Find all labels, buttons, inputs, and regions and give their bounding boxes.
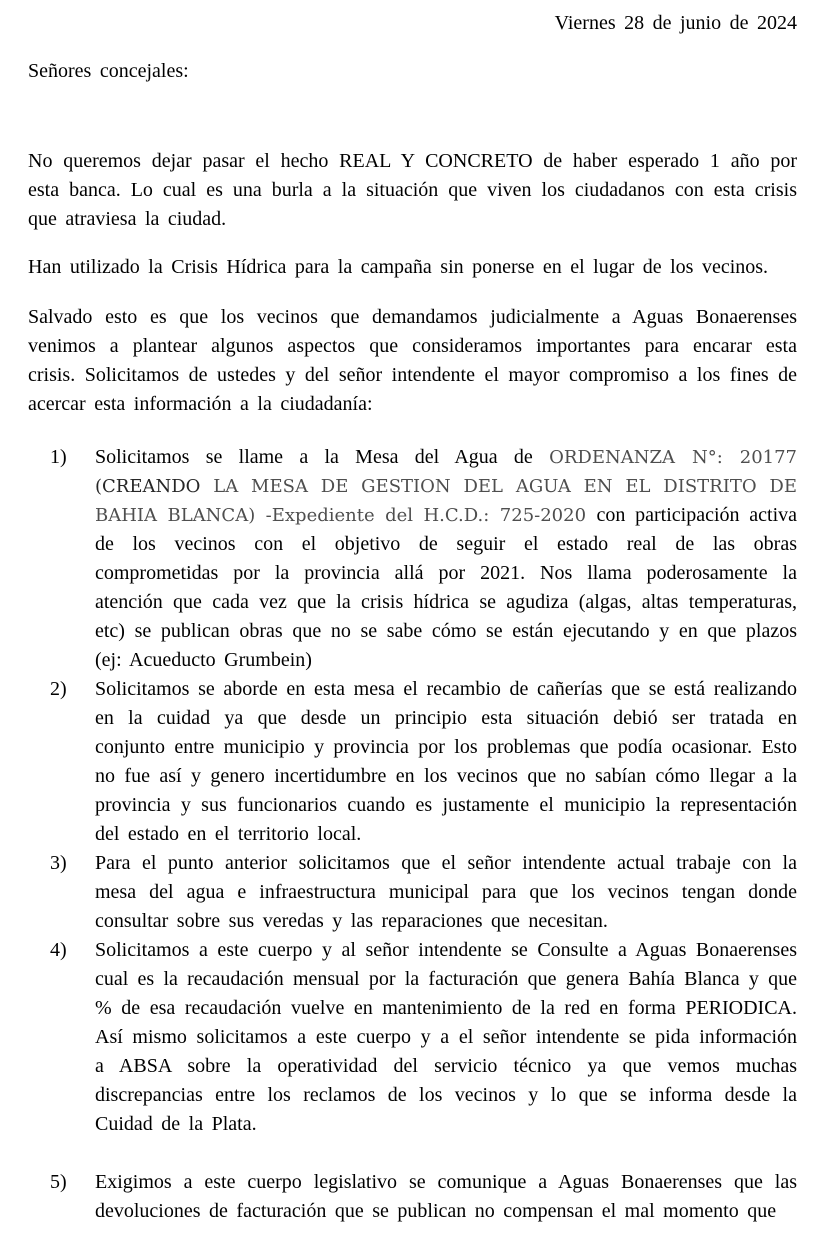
- paragraph: No queremos dejar pasar el hecho REAL Y CONCRETO de haber esperado 1 año por esta banca. Lo cual es una burla a la situación que viven los ciudadanos con esta crisis que atraviesa la ciudad.: [28, 150, 797, 230]
- intro-paragraphs: [28, 147, 797, 419]
- text-segment: ORDENANZA N°: 20177: [549, 447, 798, 468]
- text-segment: LA MESA DE GESTION DEL AGUA EN EL DISTRITO DE BAHIA BLANCA) -Expediente del H.C.D.: 725-2020: [95, 476, 797, 526]
- salutation: Señores concejales:: [28, 60, 189, 82]
- list-item: [50, 1168, 797, 1226]
- list-item-number: 1): [50, 446, 67, 468]
- list-item-number: 4): [50, 939, 67, 961]
- request-list: [28, 443, 797, 1226]
- list-item-text: [95, 675, 797, 849]
- list-item-number: 2): [50, 678, 67, 700]
- text-segment: Exigimos a este cuerpo legislativo se comunique a Aguas Bonaerenses que las devoluciones de facturación que se publican no compensan el mal momento que: [95, 1171, 797, 1222]
- text-segment: (CREANDO: [95, 476, 214, 497]
- text-segment: Solicitamos se aborde en esta mesa el recambio de cañerías que se está realizando en la cuidad ya que desde un principio esta situación debió ser tratada en conjunto entre municipio y provincia por los problemas que podía ocasionar. Esto no fue así y genero incertidumbre en los vecinos que no sabían cómo llegar a la provincia y sus funcionarios cuando es justamente el municipio la representación del estado en el territorio local.: [95, 678, 797, 845]
- list-item-number: 3): [50, 852, 67, 874]
- list-item-text: [95, 443, 797, 675]
- text-segment: Para el punto anterior solicitamos que el señor intendente actual trabaje con la mesa del agua e infraestructura municipal para que los vecinos tengan donde consultar sobre sus veredas y las reparaciones que necesitan.: [95, 852, 797, 932]
- list-item-text: [95, 1168, 797, 1226]
- paragraph: Salvado esto es que los vecinos que demandamos judicialmente a Aguas Bonaerenses venimos a plantear algunos aspectos que consideramos importantes para encarar esta crisis. Solicitamos de ustedes y del señor intendente el mayor compromiso a los fines de acercar esta información a la ciudadanía:: [28, 306, 797, 415]
- list-item: [50, 849, 797, 936]
- text-segment: Solicitamos se llame a la Mesa del Agua de: [95, 446, 550, 468]
- document-date: Viernes 28 de junio de 2024: [554, 12, 797, 34]
- text-segment: Solicitamos a este cuerpo y al señor intendente se Consulte a Aguas Bonaerenses cual es la recaudación mensual por la facturación que genera Bahía Blanca y que % de esa recaudación vuelve en mantenimiento de la red en forma PERIODICA. Así mismo solicitamos a este cuerpo y a el señor intendente se pida información a ABSA sobre la operatividad del servicio técnico ya que vemos muchas discrepancias entre los reclamos de los vecinos y lo que se informa desde la Cuidad de la Plata.: [95, 939, 797, 1135]
- list-item-text: [95, 849, 797, 936]
- list-item-number: 5): [50, 1171, 67, 1193]
- list-item-text: [95, 936, 797, 1139]
- paragraph: Han utilizado la Crisis Hídrica para la campaña sin ponerse en el lugar de los vecinos.: [28, 256, 769, 278]
- list-item: [50, 443, 797, 675]
- list-item: [50, 675, 797, 849]
- text-segment: con participación activa de los vecinos con el objetivo de seguir el estado real de las obras comprometidas por la provincia allá por 2021. Nos llama poderosamente la atención que cada vez que la crisis hídrica se agudiza (algas, altas temperaturas, etc) se publican obras que no se sabe cómo se están ejecutando y en que plazos (ej: Acueducto Grumbein): [95, 504, 798, 671]
- list-item: [50, 936, 797, 1139]
